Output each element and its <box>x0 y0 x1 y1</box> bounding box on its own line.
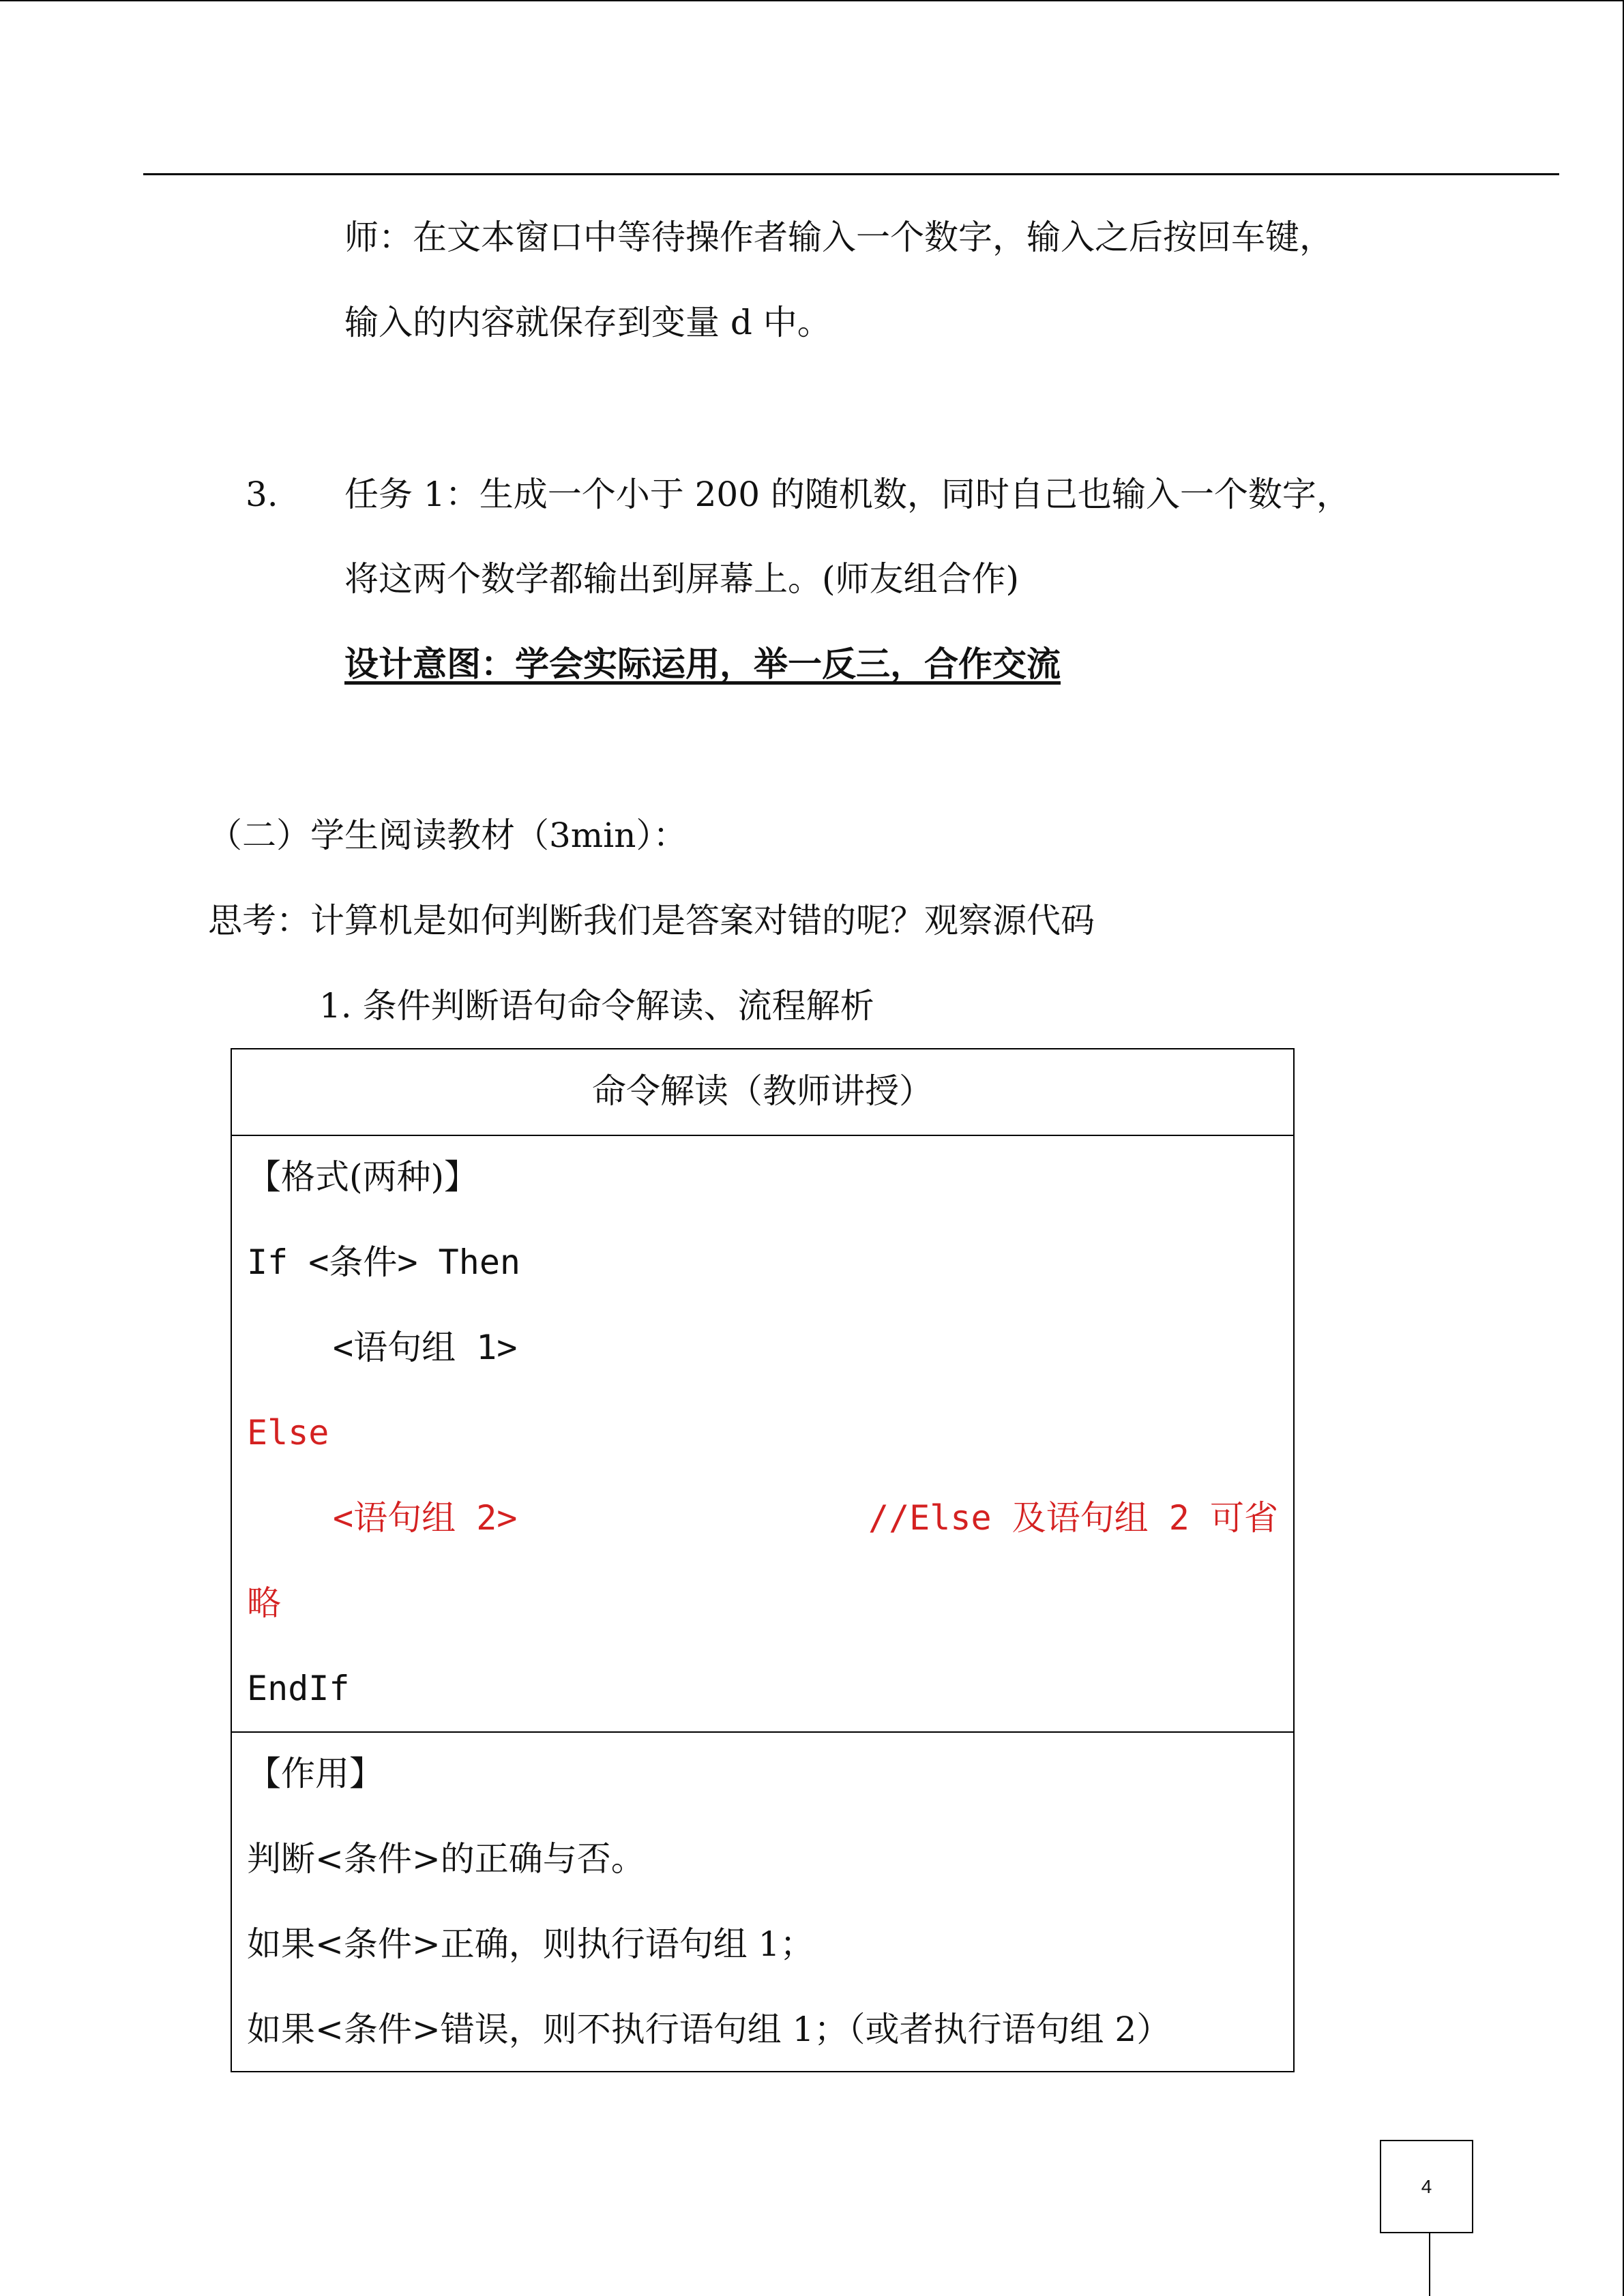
teacher-line-1: 师：在文本窗口中等待操作者输入一个数字，输入之后按回车键， <box>344 218 1333 257</box>
code-comment-wrap: 略 <box>247 1583 281 1623</box>
code-stmt-2: <语句组 2> <box>333 1498 518 1538</box>
header-rule <box>143 173 1559 175</box>
effect-title: 【作用】 <box>247 1754 383 1793</box>
table-row-separator <box>232 1135 1293 1136</box>
list-item-1: 1. 条件判断语句命令解读、流程解析 <box>319 986 874 1026</box>
table-row-separator <box>232 1731 1293 1733</box>
page-number-box <box>1380 2140 1473 2233</box>
effect-line-2: 如果<条件>正确，则执行语句组 1； <box>247 1924 814 1964</box>
code-endif: EndIf <box>247 1669 350 1708</box>
code-else: Else <box>247 1413 329 1452</box>
teacher-line-2: 输入的内容就保存到变量 d 中。 <box>344 303 831 342</box>
format-title: 【格式(两种)】 <box>247 1157 479 1197</box>
effect-line-1: 判断<条件>的正确与否。 <box>247 1839 645 1879</box>
design-intent: 设计意图：学会实际运用，举一反三，合作交流 <box>344 644 1061 684</box>
page-number: 4 <box>1421 2175 1432 2197</box>
task-line-1: 任务 1：生成一个小于 200 的随机数，同时自己也输入一个数字， <box>344 475 1350 514</box>
effect-line-3: 如果<条件>错误，则不执行语句组 1；（或者执行语句组 2） <box>247 2010 1171 2049</box>
section-heading: （二）学生阅读教材（3min）： <box>208 816 688 855</box>
task-number: 3. <box>246 475 278 514</box>
page-number-connector <box>1429 2233 1430 2296</box>
think-question: 思考：计算机是如何判断我们是答案对错的呢？观察源代码 <box>208 901 1095 940</box>
code-comment: //Else 及语句组 2 可省 <box>868 1498 1278 1538</box>
table-header: 命令解读（教师讲授） <box>592 1071 933 1111</box>
command-table <box>231 1048 1295 2072</box>
code-stmt-1: <语句组 1> <box>333 1328 518 1367</box>
task-line-2: 将这两个数学都输出到屏幕上。(师友组合作) <box>344 559 1020 599</box>
code-if-line: If <条件> Then <box>247 1242 521 1282</box>
